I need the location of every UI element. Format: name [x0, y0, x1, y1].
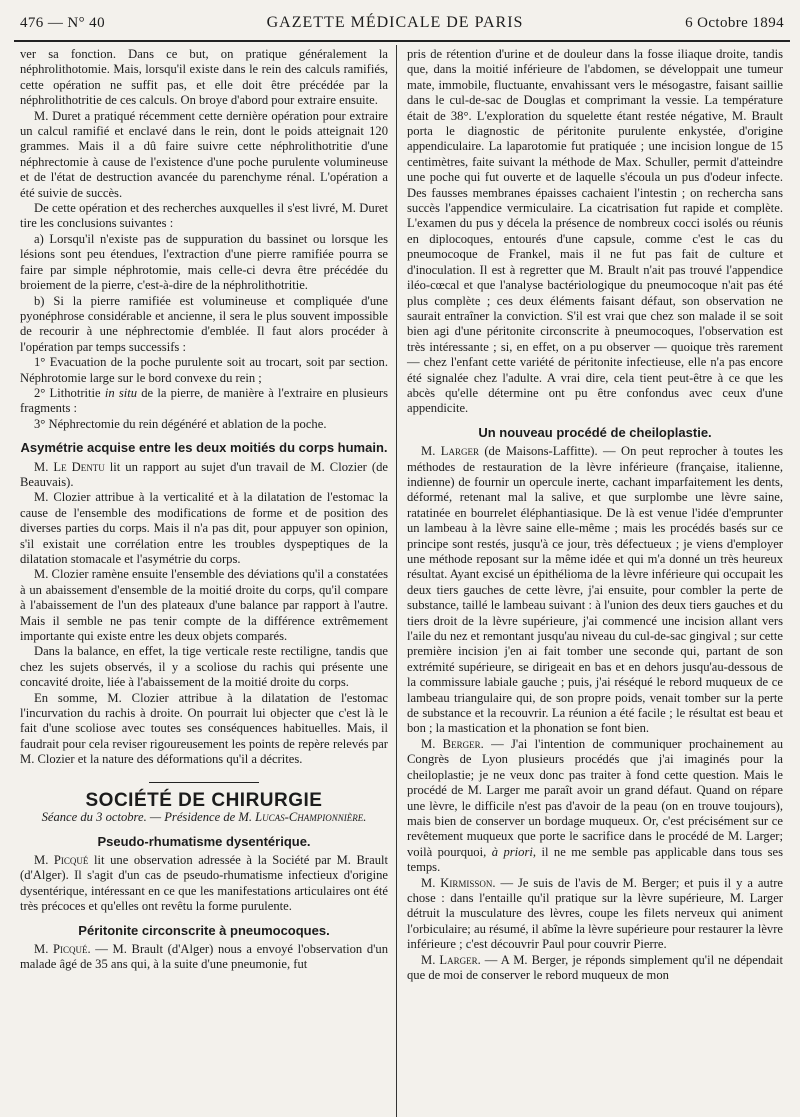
paragraph: En somme, M. Clozier attribue à la dilatation de l'estomac l'incurvation du rachis à droite. On pourrait lui objecter que c'est là le fait d'une scoliose avec toutes ses conséquences habituelles. Mais, il faudrait pour cela reviser rigoureusement les points de repère relevés par M. Clozier et la nature des déformations qu'il a décrites. [20, 690, 388, 767]
speaker-name: M. Picqué. [34, 941, 91, 956]
columns [14, 45, 790, 1117]
paragraph: b) Si la pierre ramifiée est volumineuse et compliquée d'une pyonéphrose considérable et ancienne, il sera le plus souvent impossible de recourir à une néphrectomie d'emblée. Il faut alors procéder à l'opération par temps successifs : [20, 293, 388, 354]
paragraph: M. Clozier ramène ensuite l'ensemble des déviations qu'il a constatées à un abaissement d'ensemble de la moitié droite du corps, qu'il compare à l'abaissement de l'un des plateaux d'une balance par rapport à l'autre. Mais il semble ne pas tenir compte de la différence extrêmement importante qui existe entre les deux objets comparés. [20, 567, 388, 644]
text-run: , il ne me semble pas applicable dans tous ses temps. [407, 844, 783, 875]
paragraph [407, 737, 783, 876]
text-run: — Je suis de l'avis de M. Berger; et puis il y a autre chose : dans l'entaille qu'il pratique sur la lèvre supérieure, M. Larger détruit la musculature des lèvres, coupe les filets nerveux qui animent l'orbiculaire; au résumé, il abîme la lèvre supérieure pour restaurer la lèvre inférieure ; c'est découvrir Paul pour couvrir Pierre. [407, 875, 784, 952]
section-heading: Péritonite circonscrite à pneumocoques. [78, 922, 330, 938]
paragraph: pris de rétention d'urine et de douleur dans la fosse iliaque droite, tandis que, dans la moitié inférieure de l'abdomen, se développait une tumeur mate, immobile, fluctuante, envahissant vers le mésogastre, faisant saillie dans le cul-de-sac de Douglas et comprimant la vessie. La température était de 38°. L'exploration du squelette étant restée négative, M. Brault porta le diagnostic de péritonite purulente enkystée, d'origine appendiculaire. La laparotomie fut pratiquée ; une incision longue de 15 centimètres, faite suivant la méthode de Max. Schuller, permit d'atteindre une poche qui fut ouverte et de laquelle s'écoula un pus d'odeur infecte. Des fausses membranes épaisses cachaient l'intestin ; on rechercha sans succès l'appendice vermiculaire. La cicatrisation fut rapide et complète. L'examen du pus y décela la présence de nombreux cocci isolés ou réunis en diplocoques, entourés d'une capsule, comme c'est le cas du pneumocoque de Frankel, mais il ne fut pas fait de culture et d'inoculation. Il est à regretter que M. Brault n'ait pas trouvé l'appendice iléo-cœcal et que l'analyse bactériologique du pneumocoque n'ait pas été plus complète ; ces deux éléments faisant défaut, son observation ne saurait entraîner la conviction. S'il est vrai que chez son malade il se soit bien agi d'une péritonite circonscrite à pneumocoques, l'observation est très intéressante ; si, en effet, on a pu observer — quoique très rarement — chez l'enfant cette variété de péritonite infectieuse, elle n'a pas encore été signalée chez l'adulte. A vrai dire, cela tient peut-être à ce que les abcès qu'elle détermine ont pu être confondus avec ceux d'une appendicite. [407, 47, 783, 416]
text-run: (de Maisons-Laffitte). — On peut reprocher à toutes les méthodes de restauration de la lèvre inférieure (française, italienne, indienne) de fournir un opercule inerte, cachant imparfaitement les dents, déformé, retenant mal la salive, et que surplombe une lèvre saine, ratatinée en bourrelet éléphantiasique. De là est venue l'idée d'emprunter un lambeau à la lèvre saine elle-même ; mais les procédés basés sur ce principe sont restés, jusqu'à ce jour, très défectueux ; je viens d'employer une méthode reposant sur la même idée et qui m'a donné un très heureux résultat. Ayant excisé un épithélioma de la lèvre inférieure qui occupait les deux tiers gauches de cette lèvre, j'ai ensuite, pour combler la perte de substance, taillé le lambeau suivant : à l'union des deux tiers gauches et du tiers droit de la lèvre supérieure, j'ai commencé une incision allant vers l'aile du nez et remontant jusqu'au niveau du cul-de-sac gingival ; sur cette première incision j'en ai fait tomber une seconde qui, partant de son extrémité supérieure, se dirigeait en bas et en dehors jusqu'au-dessous de la commissure labiale gauche ; puis, j'ai réséqué le rebord muqueux de ce lambeau triangulaire qui, de son propre poids, venait tomber sur la perte de substance et la recouvrir. La réunion a été facile ; le résultat est beau et bon ; la mastication et la phonation se font bien. [407, 444, 783, 736]
text-run: — M. Brault (d'Alger) nous a envoyé l'observation d'un malade âgé de 35 ans qui, à la suite d'une pneumonie, fut [20, 941, 388, 972]
presidency-label: Présidence de [164, 810, 239, 825]
section-heading: Pseudo-rhumatisme dysentérique. [97, 833, 311, 849]
paragraph [20, 460, 388, 491]
running-header [14, 14, 790, 32]
paragraph: ver sa fonction. Dans ce but, on pratique généralement la néphrolithotomie. Mais, lorsqu'il existe dans le rein des calculs ramifiés, cette opération ne suffit pas, et elle doit être précédée par la néphrolithotritie de ces calculs. On broye d'abord pour extraire ensuite. [20, 47, 388, 108]
paragraph: De cette opération et des recherches auxquelles il s'est livré, M. Duret tire les conclusions suivantes : [20, 201, 388, 231]
speaker-name: M. Berger. [421, 736, 484, 751]
president-name: M. Lucas-Championnière. [238, 810, 367, 825]
paragraph [407, 444, 783, 737]
paragraph: 1° Evacuation de la poche purulente soit au trocart, soit par section. Néphrotomie large sur le bord convexe du rein ; [20, 355, 388, 385]
paragraph: Dans la balance, en effet, la tige verticale reste rectiligne, tandis que chez les sujets observés, il y a scoliose du rachis qui présente une concavité droite, liée à l'abaissement de la moitié droite du corps. [20, 644, 388, 690]
speaker-name: M. Kirmisson. [421, 875, 496, 890]
paragraph [407, 953, 783, 984]
speaker-name: M. Larger [421, 444, 479, 459]
text-run: — J'ai l'intention de communiquer prochainement au Congrès de Lyon plusieurs procédés que j'ai imaginés pour la cheiloplastie; je ne veux donc pas traiter à fond cette question. Mais le procédé de M. Larger me paraît avoir un grand défaut. Quand on répare une lèvre, le difficile n'est pas d'avoir de la peau (on en trouve toujours), mais bien de conserver un bordage muqueux. Or, c'est précisément sur ce revêtement muqueux que porte le sacrifice dans le procédé de M. Larger; voilà pourquoi, [407, 736, 783, 859]
journal-title: GAZETTE MÉDICALE DE PARIS [266, 14, 524, 31]
text-run: de la pierre, de manière à l'extraire en plusieurs fragments : [20, 385, 389, 416]
header-rule [14, 40, 790, 42]
page-number: 476 — N° 40 [20, 15, 105, 31]
paragraph [20, 386, 388, 417]
paragraph: M. Duret a pratiqué récemment cette dernière opération pour extraire un calcul ramifié et enclavé dans le rein, dont le poids atteignait 120 grammes. Mais il a dû faire suivre cette néphrolithotritie d'une néphrectomie à cause de l'existence d'une poche purulente volumineuse et de l'état de destruction avancée du parenchyme rénal. L'opération a été suivie de succès. [20, 108, 388, 200]
left-column [14, 45, 397, 1117]
speaker-name: M. Le Dentu [34, 459, 105, 474]
right-column [397, 45, 787, 1117]
session-date: Séance du 3 octobre. [41, 810, 147, 825]
italic-run: in situ [104, 385, 138, 400]
text-run: — [146, 810, 165, 825]
section-heading: Asymétrie acquise entre les deux moitiés du corps humain. [20, 440, 388, 456]
italic-run: à priori [491, 844, 533, 859]
session-line [20, 810, 388, 825]
text-run: — A M. Berger, je réponds simplement qu'il ne dépendait que de moi de conserver le rebord muqueux de mon [407, 952, 784, 982]
text-run: lit un rapport au sujet d'un travail de M. Clozier (de Beauvais). [20, 459, 388, 489]
paragraph: M. Clozier attribue à la verticalité et à la dilatation de l'estomac la cause de l'ensemble des modifications de forme et de position des diverses parties du corps. Mais il n'a pas dit, pour appuyer son opinion, s'il existait une corrélation entre les troubles dyspeptiques de la dilatation stomacale et l'asymétrie du corps. [20, 490, 388, 566]
paragraph: 3° Néphrectomie du rein dégénéré et ablation de la poche. [34, 416, 327, 431]
speaker-name: M. Larger. [421, 952, 481, 967]
text-run: lit une observation adressée à la Société par M. Brault (d'Alger). Il s'agit d'un cas de pseudo-rhumatisme infectieux d'origine dysentérique, intéressant en ce que les manifestations articulaires ont été très précoces et qu'elles ont revêtu la forme purulente. [20, 852, 388, 914]
section-heading: Un nouveau procédé de cheiloplastie. [478, 424, 712, 440]
paragraph [20, 853, 388, 915]
section-divider [149, 782, 259, 783]
text-run: 2° Lithotritie [34, 385, 105, 400]
paragraph [407, 876, 783, 953]
society-title: SOCIÉTÉ DE CHIRURGIE [85, 789, 323, 811]
issue-date: 6 Octobre 1894 [685, 15, 784, 31]
paragraph: a) Lorsqu'il n'existe pas de suppuration du bassinet ou lorsque les lésions sont peu étendues, l'extraction d'une pierre ramifiée pourra se faire par simple néphrotomie, mais celle-ci devra être précédée du broiement de la pierre, c'est-à-dire de la néphrolithotritie. [20, 231, 388, 293]
speaker-name: M. Picqué [34, 852, 89, 867]
paragraph [20, 942, 388, 973]
